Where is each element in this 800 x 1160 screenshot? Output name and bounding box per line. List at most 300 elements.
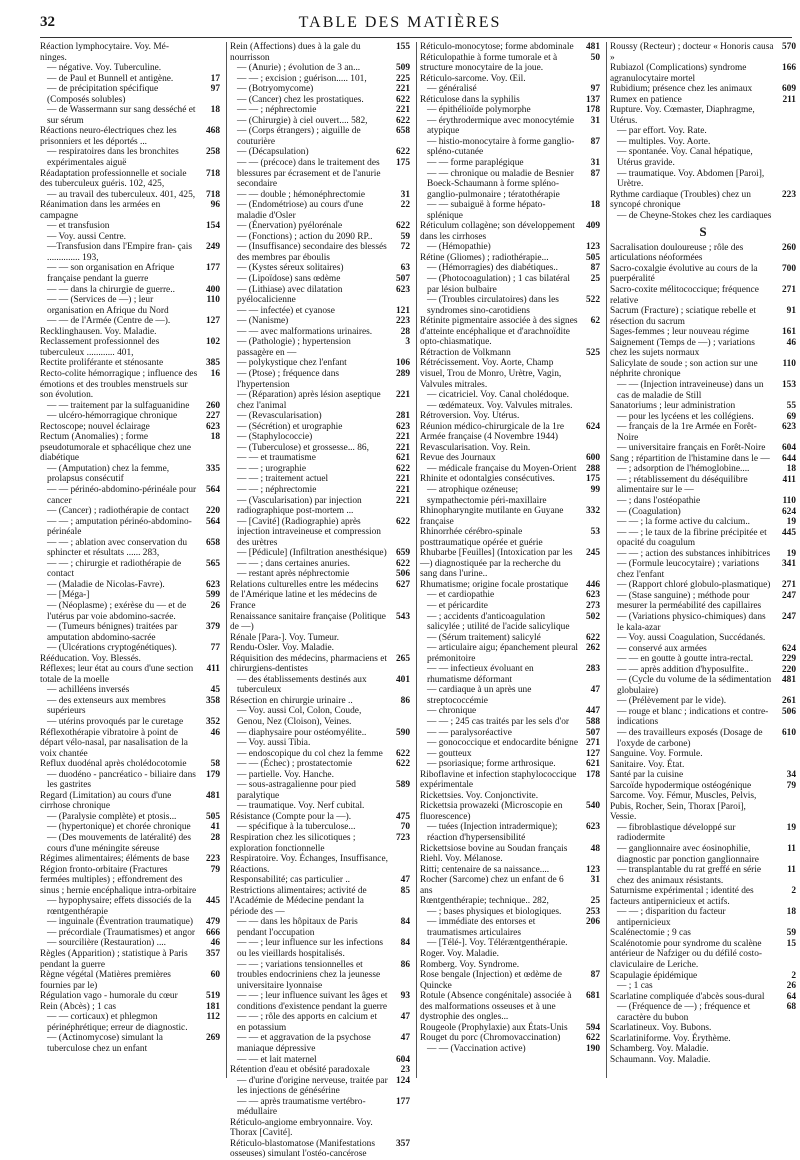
entry-text: Règne végétal (Matières premières fournies par le) <box>40 970 171 991</box>
entry-page-number: 543 <box>395 611 410 622</box>
entry-text: — médicale française du Moyen-Orient <box>427 463 577 474</box>
section-letter: S <box>699 224 707 240</box>
entry-text: Rétention d'eau et obésité paradoxale <box>230 1065 370 1076</box>
entry-page-number: 522 <box>585 295 600 306</box>
index-column-1 <box>40 42 220 1078</box>
entry-page-number: 622 <box>395 94 410 105</box>
index-entry <box>610 749 796 760</box>
index-entry <box>420 253 600 264</box>
index-entry <box>420 844 600 855</box>
entry-text: Régulation vago - humorale du cœur <box>40 991 178 1002</box>
entry-page-number: 11 <box>787 844 796 855</box>
index-entry <box>420 991 600 1023</box>
entry-text: — (Cancer) ; radiothérapie de contact <box>47 506 189 517</box>
entry-page-number: 624 <box>781 506 796 517</box>
entry-page-number: 62 <box>590 316 600 327</box>
index-entry <box>40 854 220 865</box>
index-entry <box>230 221 410 232</box>
entry-text: — généralisé <box>427 84 477 95</box>
entry-page-number: 18 <box>210 432 220 443</box>
index-entry <box>610 928 796 939</box>
index-entry <box>230 812 410 823</box>
index-entry <box>40 126 220 147</box>
entry-text: — — ; excision ; guérison..... 101, <box>237 73 367 84</box>
entry-text: — duodéno - pancréatico - biliaire dans les gastrites <box>47 769 196 791</box>
entry-text: Scalénectomie ; 9 cas <box>610 928 691 939</box>
entry-text: Riboflavine et infection staphylococcique expérimentale <box>420 769 577 791</box>
entry-page-number: 700 <box>781 263 796 274</box>
entry-text: Roger. Voy. Maladie. <box>420 949 499 960</box>
index-entry <box>420 822 600 843</box>
entry-page-number: 45 <box>210 685 220 696</box>
entry-page-number: 50 <box>590 52 600 63</box>
entry-text: — (Stase sanguine) ; méthode pour mesurer la perméabilité des capillaires <box>617 590 762 612</box>
index-entry <box>40 242 220 263</box>
entry-page-number: 2 <box>791 886 796 897</box>
entry-page-number: 624 <box>585 421 600 432</box>
entry-text: —Transfusion dans l'Empire fran- çais .............. 193, <box>47 242 193 263</box>
entry-text: — goutteux <box>427 748 472 759</box>
column-divider <box>416 42 417 1078</box>
entry-text: Rhinorrhée cérébro-spinale posttraumatique opérée et guérie <box>420 527 543 548</box>
index-entry <box>610 591 796 612</box>
entry-text: — ulcéro-hémorragique chronique <box>47 411 178 422</box>
entry-page-number: 507 <box>395 274 410 285</box>
index-entry <box>610 665 796 676</box>
entry-page-number: 623 <box>585 822 600 833</box>
index-entry <box>40 42 220 63</box>
index-entry <box>610 507 796 518</box>
index-entry <box>230 105 410 116</box>
index-entry <box>230 633 410 644</box>
entry-text: — de Cheyne-Stokes chez les cardiaques <box>617 210 772 221</box>
entry-page-number: 225 <box>395 73 410 84</box>
entry-page-number: 177 <box>395 1096 410 1107</box>
entry-page-number: 47 <box>590 685 600 696</box>
index-entry <box>420 42 600 53</box>
index-entry <box>420 917 600 938</box>
entry-text: — (Pathologie) ; hypertension passagère en — <box>237 337 351 358</box>
index-entry <box>230 242 410 263</box>
index-entry <box>420 422 600 443</box>
entry-page-number: 123 <box>585 242 600 253</box>
entry-text: — ; accidents d'anticoagulation salicylée ; utilité de l'acide salicylique <box>427 611 570 633</box>
index-entry <box>230 738 410 749</box>
index-entry <box>610 454 796 465</box>
index-entry <box>420 316 600 348</box>
index-entry <box>230 833 410 854</box>
entry-text: — [Pédicule] (Infiltration anesthésique) <box>237 548 387 559</box>
index-entry <box>420 706 600 717</box>
entry-page-number: 87 <box>590 168 600 179</box>
entry-page-number: 178 <box>585 769 600 780</box>
entry-page-number: 79 <box>786 780 796 791</box>
entry-page-number: 622 <box>585 1033 600 1044</box>
entry-text: Rythme cardiaque (Troubles) chez un syncopé chronique <box>610 189 751 211</box>
entry-text: Rétine (Gliomes) ; radiothérapie... <box>420 252 549 263</box>
entry-page-number: 137 <box>585 94 600 105</box>
entry-text: — rouge et blanc ; indications et contre-indications <box>617 706 769 728</box>
entry-text: — pour les lycéens et les collégiens. <box>617 411 754 422</box>
index-entry <box>420 242 600 253</box>
entry-page-number: 623 <box>205 421 220 432</box>
entry-text: Saturnisme expérimental ; identité des facteurs antipernicieux et actifs. <box>610 886 754 907</box>
entry-text: Relations culturelles entre les médecins de l'Amérique latine et les médecins de France <box>230 579 379 611</box>
index-entry <box>610 791 796 823</box>
index-entry <box>230 316 410 327</box>
index-entry <box>230 443 410 454</box>
entry-page-number: 166 <box>781 63 796 74</box>
entry-text: Rétraction de Volkmann <box>420 347 511 358</box>
entry-page-number: 70 <box>400 822 410 833</box>
index-entry <box>420 263 600 274</box>
entry-page-number: 190 <box>585 1043 600 1054</box>
entry-page-number: 110 <box>206 295 220 306</box>
entry-text: — (Rapport chloré globulo-plasmatique) <box>617 580 771 591</box>
index-entry <box>40 812 220 823</box>
entry-page-number: 19 <box>786 517 796 528</box>
index-entry <box>230 337 410 358</box>
entry-text: — des établissements destinés aux tuberculeux <box>237 674 367 696</box>
entry-page-number: 258 <box>205 147 220 158</box>
entry-page-number: 220 <box>205 506 220 517</box>
entry-page-number: 271 <box>781 285 796 296</box>
entry-text: — négative. Voy. Tuberculine. <box>47 63 162 74</box>
entry-text: — — (Injection intraveineuse) dans un cas de maladie de Still <box>617 379 764 401</box>
entry-page-number: 84 <box>400 938 410 949</box>
entry-page-number: 221 <box>395 495 410 506</box>
entry-text: — (Ptose) ; fréquence dans l'hypertension <box>237 368 340 390</box>
index-entry <box>610 401 796 412</box>
index-entry <box>420 95 600 106</box>
index-entry <box>420 749 600 760</box>
index-entry <box>40 928 220 939</box>
entry-text: — gonococcique et endocardite bénigne <box>427 738 578 749</box>
index-entry <box>610 728 796 749</box>
index-entry <box>420 601 600 612</box>
entry-page-number: 658 <box>205 537 220 548</box>
entry-text: — (Sécrétion) et urographie <box>237 421 343 432</box>
entry-page-number: 411 <box>782 474 796 485</box>
index-entry <box>230 569 410 580</box>
entry-page-number: 25 <box>590 274 600 285</box>
index-entry <box>230 422 410 433</box>
index-entry <box>40 601 220 622</box>
entry-page-number: 622 <box>395 221 410 232</box>
index-entry <box>40 1033 220 1054</box>
entry-text: — — après traumatisme vertébro-médullaire <box>237 1096 366 1118</box>
index-entry <box>420 907 600 918</box>
entry-text: — de Wassermann sur sang desséché et sur sérum <box>47 105 196 126</box>
entry-text: — — (Vaccination active) <box>427 1043 526 1054</box>
entry-text: — (Paralysie complète) et ptosis... <box>47 811 177 822</box>
entry-text: Résistance (Compte pour la —). <box>230 811 352 822</box>
entry-page-number: 127 <box>585 748 600 759</box>
entry-page-number: 481 <box>781 675 796 686</box>
index-entry <box>40 791 220 812</box>
index-entry <box>230 749 410 760</box>
index-entry <box>610 285 796 306</box>
index-entry <box>420 358 600 390</box>
entry-text: Réticulo-blastomatose (Manifestations osseuses) simulant l'ostéo-cancérose <box>230 1138 376 1160</box>
entry-text: — — ; rôle des apports en calcium et en potassium <box>237 1012 378 1033</box>
entry-page-number: 15 <box>786 938 796 949</box>
index-entry <box>40 485 220 506</box>
entry-text: — (Hémorragies) des diabétiques.. <box>427 263 558 274</box>
index-entry <box>230 770 410 781</box>
entry-page-number: 623 <box>205 579 220 590</box>
index-entry <box>230 822 410 833</box>
entry-text: — — (Services de —) ; leur organisation en Afrique du Nord <box>47 295 169 316</box>
entry-text: — — (Échec) ; prostatectomie <box>237 759 353 770</box>
index-entry <box>610 42 796 63</box>
index-entry <box>610 907 796 928</box>
entry-text: Rhinopharyngite mutilante en Guyane française <box>420 506 564 527</box>
index-entry <box>420 612 600 633</box>
entry-text: Rickettsiose bovine au Soudan français <box>420 843 568 854</box>
entry-text: Reflux duodénal après cholédocotomie <box>40 759 187 770</box>
index-entry <box>230 675 410 696</box>
index-entry <box>420 738 600 749</box>
index-entry <box>610 126 796 137</box>
index-entry <box>610 359 796 380</box>
entry-text: — et cardiopathie <box>427 590 495 601</box>
index-entry <box>420 506 600 527</box>
entry-page-number: 409 <box>585 221 600 232</box>
index-entry <box>610 84 796 95</box>
entry-page-number: 357 <box>205 949 220 960</box>
entry-page-number: 41 <box>210 822 220 833</box>
index-entry <box>230 1076 410 1097</box>
index-entry <box>610 517 796 528</box>
entry-page-number: 506 <box>395 569 410 580</box>
index-entry <box>420 633 600 644</box>
entry-page-number: 622 <box>395 115 410 126</box>
entry-page-number: 72 <box>400 242 410 253</box>
entry-text: — — ; amputation périnéo-abdomino-périnéale <box>47 516 192 538</box>
index-column-3 <box>420 42 600 1078</box>
entry-text: — épithélioïde polymorphe <box>427 105 531 116</box>
index-entry <box>40 63 220 74</box>
index-entry <box>610 1023 796 1034</box>
index-entry <box>610 169 796 190</box>
entry-text: — [Méga-] <box>47 590 90 601</box>
index-entry <box>610 380 796 401</box>
entry-page-number: 110 <box>782 495 796 506</box>
entry-page-number: 289 <box>395 368 410 379</box>
entry-page-number: 18 <box>786 464 796 475</box>
entry-page-number: 622 <box>585 632 600 643</box>
entry-page-number: 84 <box>400 917 410 928</box>
entry-text: Rectum (Anomalies) ; forme pseudotumorale et sphacélique chez une diabétique <box>40 432 191 464</box>
index-entry <box>610 243 796 264</box>
index-entry <box>420 938 600 949</box>
entry-text: Sacrum (Fracture) ; sciatique rebelle et résection du sacrum <box>610 306 757 327</box>
entry-text: — — et aggravation de la psychose maniaque dépressive <box>237 1033 371 1054</box>
entry-text: Rhinite et odontalgies consécutives. <box>420 474 555 485</box>
entry-page-number: 211 <box>782 94 796 105</box>
entry-text: — hypophysaire; effets dissociés de la rœntgenthérapie <box>47 896 192 917</box>
entry-text: Respiratoire. Voy. Échanges, Insuffisance, Réactions. <box>230 854 388 875</box>
entry-text: — — ; leur influence sur les infections ou les vieillards hospitalisés. <box>237 938 384 960</box>
entry-page-number: 565 <box>205 558 220 569</box>
index-entry <box>420 643 600 664</box>
entry-page-number: 400 <box>205 284 220 295</box>
index-entry <box>230 42 410 63</box>
index-entry <box>610 422 796 443</box>
entry-text: — transplantable du rat greffé en série chez des animaux résistants. <box>617 865 762 886</box>
index-entry <box>610 464 796 475</box>
entry-text: — (Fonctions) ; action du 2090 RP.. <box>237 231 373 242</box>
entry-page-number: 600 <box>585 453 600 464</box>
index-entry <box>420 105 600 116</box>
entry-page-number: 18 <box>590 200 600 211</box>
index-entry <box>610 475 796 496</box>
entry-text: Réticulo-angiome embryonnaire. Voy. Thorax [Cavité]. <box>230 1117 373 1139</box>
entry-text: Rocher (Sarcome) chez un enfant de 6 ans <box>420 875 564 896</box>
entry-page-number: 181 <box>205 1001 220 1012</box>
index-entry <box>420 960 600 971</box>
entry-text: — achilléens inversés <box>47 685 130 696</box>
entry-page-number: 718 <box>205 189 220 200</box>
entry-text: Saignement (Temps de —) ; variations chez les sujets normaux <box>610 337 755 359</box>
index-entry <box>230 158 410 190</box>
entry-text: Résection en chirurgie urinaire .. <box>230 695 353 706</box>
entry-page-number: 154 <box>205 221 220 232</box>
entry-text: — (hypertonique) et chorée chronique <box>47 822 191 833</box>
entry-text: Scarlatineux. Voy. Bubons. <box>610 1023 712 1034</box>
page-number: 32 <box>40 14 55 30</box>
entry-text: — ; adsorption de l'hémoglobine.... <box>617 464 750 475</box>
index-entry <box>40 728 220 760</box>
entry-text: — (Hémopathie) <box>427 242 491 253</box>
entry-page-number: 53 <box>590 527 600 538</box>
entry-text: — — infectieux évoluant en rhumatisme déformant <box>427 664 534 685</box>
index-entry <box>420 770 600 791</box>
entry-text: — des extenseurs aux membres supérieurs <box>47 695 166 717</box>
index-entry <box>420 295 600 316</box>
index-entry <box>610 327 796 338</box>
entry-text: — ; rétablissement du déséquilibre alimentaire sur le — <box>617 474 748 496</box>
index-column-2 <box>230 42 410 1160</box>
entry-page-number: 85 <box>400 885 410 896</box>
entry-page-number: 479 <box>205 917 220 928</box>
entry-page-number: 540 <box>585 801 600 812</box>
entry-text: Rose bengale (Injection) et œdème de Quincke <box>420 970 562 991</box>
index-entry <box>420 791 600 802</box>
index-entry <box>40 74 220 85</box>
index-entry <box>610 190 796 211</box>
entry-page-number: 64 <box>786 991 796 1002</box>
entry-text: Rein (Affections) dues à la gale du nourrisson <box>230 42 361 63</box>
index-entry <box>610 971 796 982</box>
entry-page-number: 644 <box>781 453 796 464</box>
entry-text: — d'urine d'origine nerveuse, traitée par les injections de génésérine <box>237 1075 388 1097</box>
entry-page-number: 590 <box>395 727 410 738</box>
index-entry <box>420 717 600 728</box>
entry-page-number: 273 <box>585 600 600 611</box>
entry-text: — (Maladie de Nicolas-Favre). <box>47 579 165 590</box>
entry-page-number: 253 <box>585 906 600 917</box>
entry-page-number: 48 <box>590 843 600 854</box>
entry-page-number: 468 <box>205 126 220 137</box>
entry-text: — (Staphylococcie) <box>237 432 313 443</box>
index-entry <box>40 369 220 401</box>
entry-text: Sanitaire. Voy. État. <box>610 759 685 770</box>
index-entry <box>230 1097 410 1118</box>
entry-text: Régimes alimentaires; éléments de base <box>40 854 190 865</box>
index-entry <box>610 939 796 971</box>
index-entry <box>40 295 220 316</box>
entry-page-number: 599 <box>205 590 220 601</box>
entry-page-number: 519 <box>205 991 220 1002</box>
entry-page-number: 16 <box>210 368 220 379</box>
index-entry <box>230 474 410 485</box>
entry-text: — (Anurie) ; évolution de 3 an... <box>237 63 361 74</box>
index-entry <box>420 875 600 896</box>
index-entry <box>420 590 600 601</box>
entry-text: — — ; action des substances inhibitrices <box>617 548 771 559</box>
entry-page-number: 281 <box>395 411 410 422</box>
entry-text: — cicatriciel. Voy. Canal cholédoque. <box>427 390 569 401</box>
index-entry <box>420 411 600 422</box>
entry-page-number: 341 <box>781 559 796 570</box>
index-entry <box>420 464 600 475</box>
entry-page-number: 31 <box>400 189 410 200</box>
entry-text: Schaumann. Voy. Maladie. <box>610 1054 711 1065</box>
entry-page-number: 261 <box>781 696 796 707</box>
index-entry <box>610 760 796 771</box>
header-rule <box>40 37 792 38</box>
entry-text: — Voy. aussi Col, Colon, Coude, Genou, Nez (Cloison), Veines. <box>237 706 362 727</box>
index-entry <box>40 337 220 358</box>
entry-page-number: 97 <box>210 84 220 95</box>
index-entry <box>610 211 796 222</box>
entry-text: Réticulo-monocytose; forme abdominale <box>420 42 574 52</box>
entry-page-number: 46 <box>210 727 220 738</box>
entry-text: — — ; variations tensionnelles et troubles endocriniens chez la jeunesse universitaire lyonnaise <box>237 959 381 991</box>
entry-text: — [Cavité] (Radiographie) après injection intraveineuse et compression des urètres <box>237 516 381 548</box>
entry-text: — — paralysoréactive <box>427 727 512 738</box>
entry-page-number: 177 <box>205 263 220 274</box>
entry-page-number: 570 <box>781 42 796 52</box>
index-entry <box>610 696 796 707</box>
entry-text: — — avec malformations urinaires. <box>237 326 373 337</box>
entry-text: — français de la 1re Armée en Forêt-Noire <box>617 422 757 443</box>
index-entry <box>40 190 220 201</box>
index-entry <box>40 263 220 284</box>
entry-page-number: 22 <box>400 200 410 211</box>
entry-page-number: 223 <box>781 189 796 200</box>
entry-page-number: 622 <box>395 558 410 569</box>
index-entry <box>230 759 410 770</box>
index-entry <box>40 411 220 422</box>
entry-page-number: 11 <box>787 865 796 876</box>
entry-page-number: 358 <box>205 695 220 706</box>
entry-text: Rumex en patience <box>610 94 682 105</box>
entry-text: — — de l'Armée (Centre de —). <box>47 316 171 327</box>
entry-text: — (Ulcérations cryptogénétiques). <box>47 643 177 654</box>
entry-page-number: 58 <box>210 759 220 770</box>
entry-text: — (Prélèvement par le vide). <box>617 696 727 707</box>
column-divider <box>606 42 607 1078</box>
entry-page-number: 99 <box>590 484 600 495</box>
entry-text: Région fronto-orbitaire (Fractures fermées multiples) ; effondrement des sinus ; hernie encéphalique intra-orbitaire <box>40 864 197 896</box>
entry-page-number: 507 <box>585 727 600 738</box>
entry-page-number: 223 <box>395 316 410 327</box>
index-entry <box>40 822 220 833</box>
entry-text: — — ; néphrectomie <box>237 105 317 116</box>
